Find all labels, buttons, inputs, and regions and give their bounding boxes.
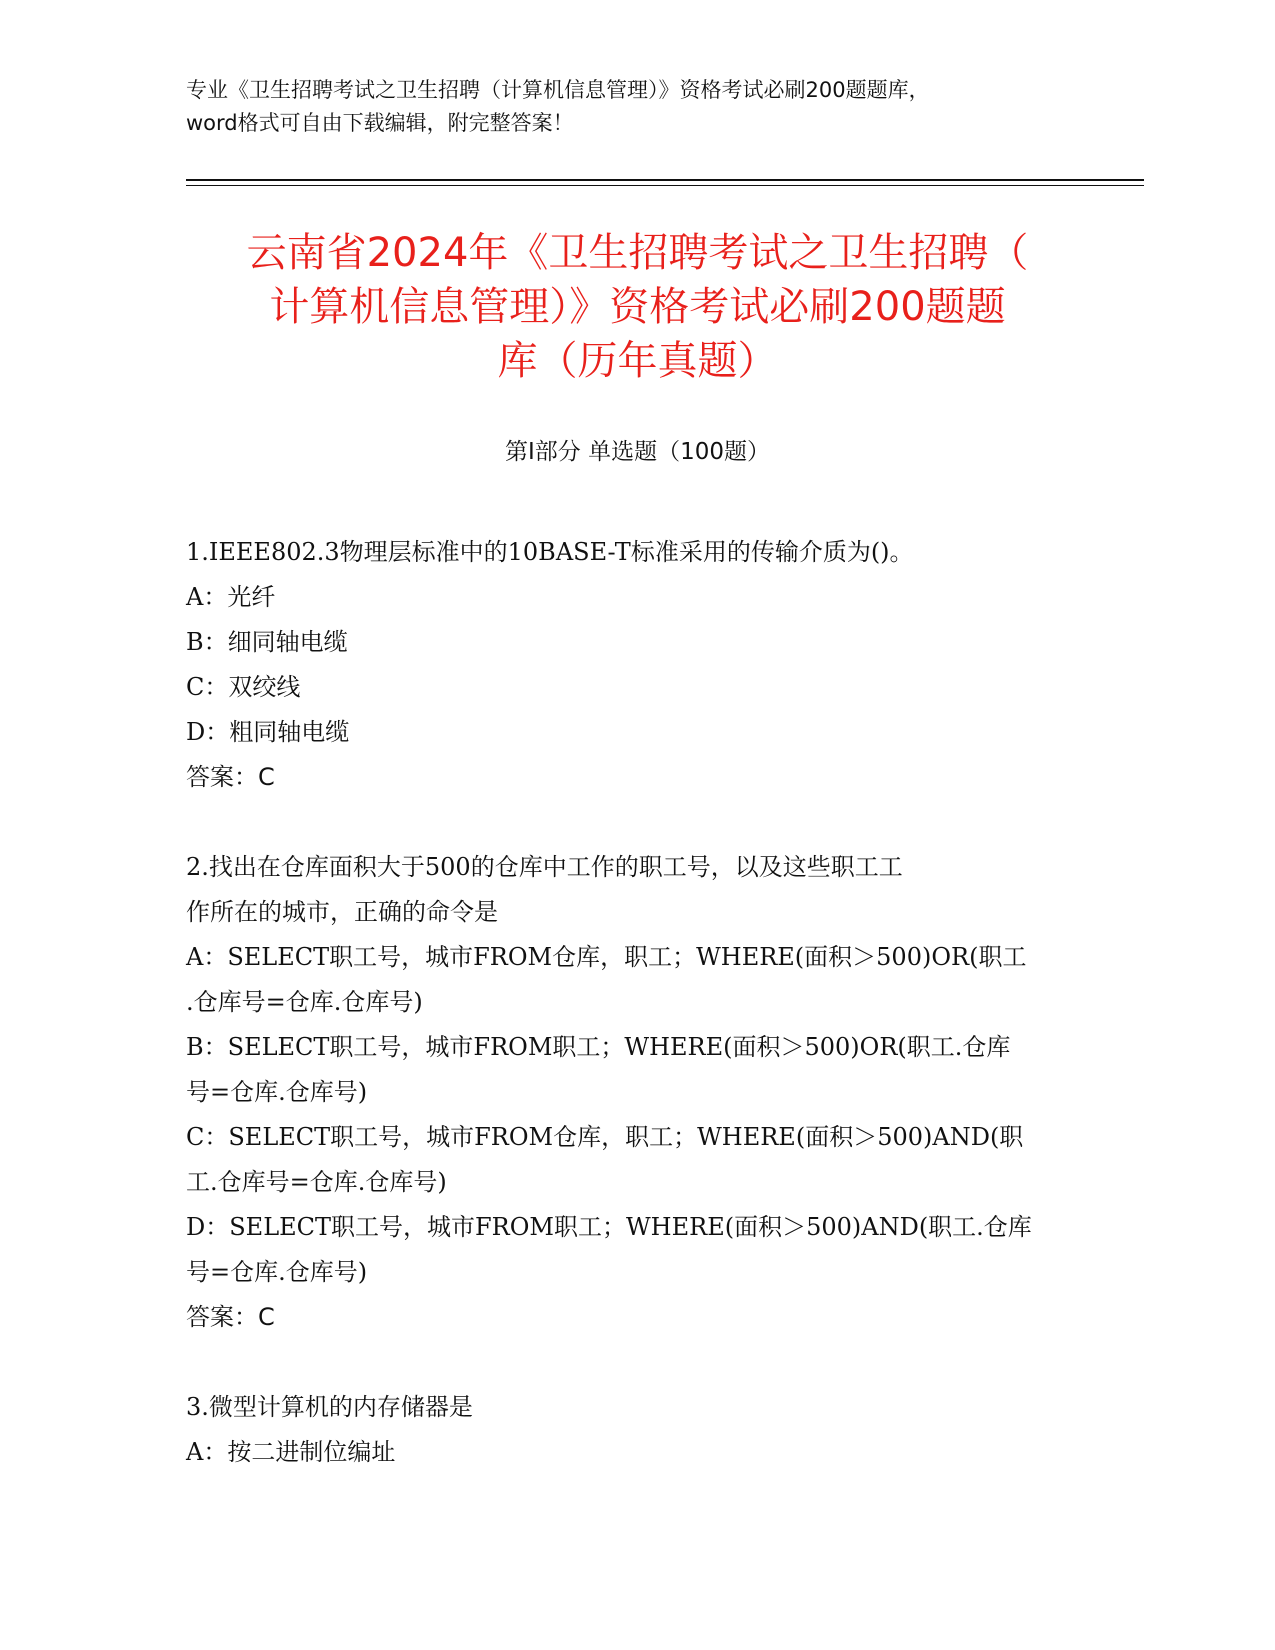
question-stem-continued: 作所在的城市，正确的命令是 [186,898,498,926]
header-note-line: 专业《卫生招聘考试之卫生招聘（计算机信息管理）》资格考试必刷200题题库， [186,78,930,102]
option-c-continued: 工.仓库号=仓库.仓库号) [186,1168,447,1196]
header-note-line: word格式可自由下载编辑，附完整答案！ [186,111,574,135]
question-item [186,845,1096,1340]
option-a: A：按二进制位编址 [186,1438,396,1466]
title-line: 云南省2024年《卫生招聘考试之卫生招聘（ [246,230,1029,276]
question-stem: 1.IEEE802.3物理层标准中的10BASE-T标准采用的传输介质为()。 [186,538,914,566]
question-stem: 2.找出在仓库面积大于500的仓库中工作的职工号，以及这些职工工 [186,853,903,881]
question-item [186,1385,1096,1475]
header-note [186,74,1086,140]
option-a: A：SELECT职工号，城市FROM仓库，职工；WHERE(面积＞500)OR(职工 [186,943,1027,971]
option-c: C：SELECT职工号，城市FROM仓库，职工；WHERE(面积＞500)AND(职 [186,1123,1024,1151]
section-heading: 第Ⅰ部分 单选题（100题） [505,439,770,465]
option-d-continued: 号=仓库.仓库号) [186,1258,368,1286]
title-line: 库（历年真题） [497,338,778,384]
title-line: 计算机信息管理）》资格考试必刷200题题 [269,284,1006,330]
option-b-continued: 号=仓库.仓库号) [186,1078,368,1106]
answer-line: 答案：C [186,1303,275,1331]
option-b: B：细同轴电缆 [186,628,348,656]
answer-line: 答案：C [186,763,275,791]
question-item [186,530,1096,800]
question-stem: 3.微型计算机的内存储器是 [186,1393,473,1421]
option-c: C：双绞线 [186,673,301,701]
question-spacer [186,1340,1096,1385]
option-d: D：粗同轴电缆 [186,718,350,746]
option-d: D：SELECT职工号，城市FROM职工；WHERE(面积＞500)AND(职工.仓库 [186,1213,1032,1241]
question-list [186,530,1096,1475]
option-b: B：SELECT职工号，城市FROM职工；WHERE(面积＞500)OR(职工.仓库 [186,1033,1011,1061]
header-divider [186,179,1144,181]
question-spacer [186,800,1096,845]
document-title [160,226,1115,388]
header-divider-thin [186,185,1144,186]
option-a: A：光纤 [186,583,276,611]
option-a-continued: .仓库号=仓库.仓库号) [186,988,423,1016]
